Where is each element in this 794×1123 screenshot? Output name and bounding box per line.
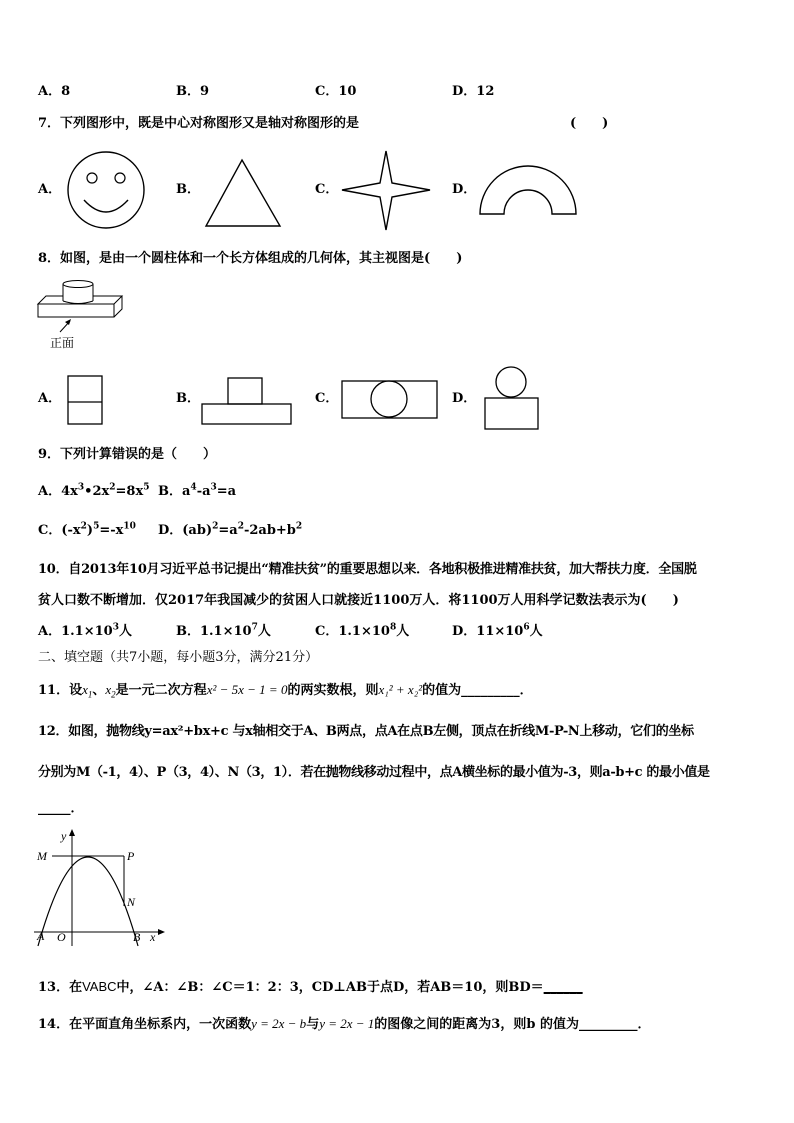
graph-label-b: B [133, 930, 141, 944]
q9-stem: 9．下列计算错误的是（ ） [38, 447, 217, 462]
q8-label-d: D． [452, 391, 477, 406]
q6-option-b: B．9 [176, 84, 210, 99]
q8-option-c-figure [340, 379, 440, 421]
q12-stem-line1: 12．如图，抛物线y=ax²+bx+c 与x轴相交于A、B两点，点A在点B左侧，顶点在折线M-P-N上移动，它们的坐标 [38, 724, 694, 739]
q10-option-a: A．$1.1\times 10^3$人 [38, 622, 132, 639]
q12-parabola-graph [34, 826, 174, 950]
q9-option-c: C．$(-x^2)^5=-x^{10}$ [38, 521, 136, 538]
q7-triangle-figure [204, 158, 284, 228]
q8-stem: 8．如图，是由一个圆柱体和一个长方体组成的几何体，其主视图是( ) [38, 251, 463, 266]
q10-option-c: C．$1.1\times 10^8$人 [315, 622, 410, 639]
q8-label-c: C． [315, 391, 339, 406]
q10-option-d: D．$11\times 10^6$人 [452, 622, 543, 639]
q6-option-c: C．10 [315, 84, 357, 99]
section-2-heading: 二、填空题（共7小题，每小题3分，满分21分） [38, 650, 319, 665]
q8-option-d-figure [482, 366, 542, 432]
graph-label-m: M [37, 849, 47, 863]
q10-stem-line2: 贫人口数不断增加．仅2017年我国减少的贫困人口就接近1100万人．将1100万人用科学记数法表示为( ) [38, 593, 679, 608]
q8-label-a: A． [38, 391, 62, 406]
q9-option-a: A．$4x^3•2x^2=8x^5$ [38, 482, 150, 499]
graph-label-o: O [57, 930, 66, 944]
q13-stem: 13．在VABC中，∠A：∠B：∠C＝1：2：3，CD⊥AB于点D，若AB＝10，则BD＝______ [38, 979, 583, 995]
q10-option-b: B．$1.1\times 10^7$人 [176, 622, 271, 639]
graph-label-n: N [127, 895, 136, 909]
q9-option-d: D．$(ab)^2=a^2-2ab+b^2$ [158, 521, 303, 538]
q7-star-figure [340, 150, 432, 232]
q8-solid-figure [38, 280, 128, 340]
q10-stem-line1: 10．自2013年10月习近平总书记提出“精准扶贫”的重要思想以来．各地积极推进精准扶贫，加大帮扶力度．全国脱 [38, 562, 697, 577]
graph-label-y: y [61, 829, 67, 843]
graph-label-p: P [127, 849, 135, 863]
graph-label-x: x [150, 930, 156, 944]
q6-option-d: D．12 [452, 84, 495, 99]
q8-option-a-figure [66, 374, 106, 426]
q7-label-a: A． [38, 182, 62, 197]
q8-option-b-figure [200, 376, 295, 426]
q6-option-a: A．8 [38, 84, 71, 99]
q8-label-b: B． [176, 391, 200, 406]
q8-front-label: 正面 [50, 336, 75, 350]
q7-answer-paren: ( ) [570, 116, 609, 131]
q12-stem-line2: 分别为M（-1，4）、P（3，4）、N（3，1）．若在抛物线移动过程中，点A横坐标的最小值为-3，则a-b+c 的最小值是 [38, 765, 710, 780]
q9-option-b: B．$a^4-a^3=a$ [158, 482, 237, 499]
q7-arch-figure [478, 160, 578, 220]
q7-label-d: D． [452, 182, 477, 197]
q7-label-b: B． [176, 182, 200, 197]
q14-stem: 14．在平面直角坐标系内，一次函数y = 2x − b与y = 2x − 1的图像之间的距离为3，则b 的值为_________． [38, 1016, 651, 1032]
graph-label-a: A [37, 929, 45, 943]
q7-label-c: C． [315, 182, 339, 197]
q11-stem: 11．设$x_1$、$x_2$是一元二次方程x² − 5x − 1 = 0的两实数根，则x₁² + x₂²的值为_________． [38, 682, 533, 700]
q12-stem-line3: _____． [38, 801, 84, 816]
q7-smiley-figure [66, 150, 148, 232]
q7-stem: 7．下列图形中，既是中心对称图形又是轴对称图形的是 [38, 116, 360, 131]
